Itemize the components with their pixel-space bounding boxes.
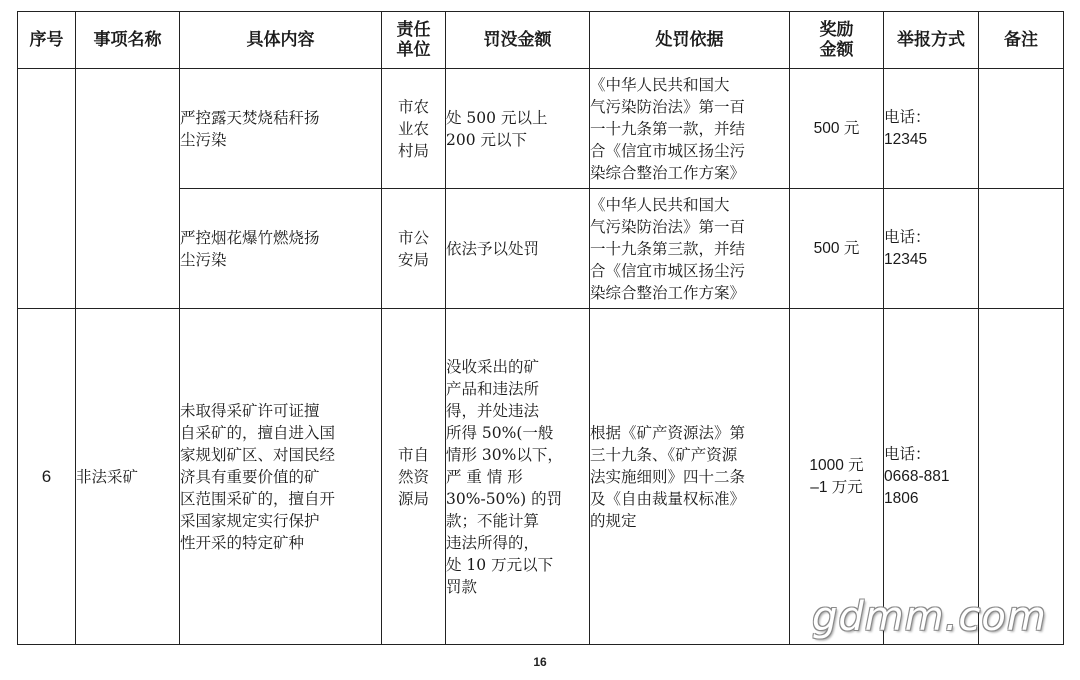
header-report: 举报方式 (884, 12, 979, 69)
header-basis: 处罚依据 (590, 12, 790, 69)
header-unit: 责任 单位 (382, 12, 446, 69)
page-number: 16 (533, 655, 547, 669)
content-cell: 严控烟花爆竹燃烧扬 尘污染 (180, 189, 382, 309)
unit-cell: 市农 业农 村局 (382, 69, 446, 189)
header-seq: 序号 (18, 12, 76, 69)
basis-cell: 《中华人民共和国大 气污染防治法》第一百 一十九条第三款，并结 合《信宜市城区扬尘污 染综合整治工作方案》 (590, 189, 790, 309)
seq-cell: 6 (18, 309, 76, 645)
report-cell: 电话： 12345 (884, 189, 979, 309)
watermark: gdmm.com (812, 594, 1047, 640)
content-cell: 未取得采矿许可证擅 自采矿的，擅自进入国 家规划矿区、对国民经 济具有重要价值的矿 区范围采矿的，擅自开 采国家规定实行保护 性开采的特定矿种 (180, 309, 382, 645)
header-content: 具体内容 (180, 12, 382, 69)
reward-table (17, 11, 1064, 645)
content-cell: 严控露天焚烧秸秆扬 尘污染 (180, 69, 382, 189)
remark-cell (979, 69, 1064, 189)
header-item-name: 事项名称 (76, 12, 180, 69)
basis-cell: 《中华人民共和国大 气污染防治法》第一百 一十九条第一款，并结 合《信宜市城区扬尘污 染综合整治工作方案》 (590, 69, 790, 189)
report-cell: 电话： 12345 (884, 69, 979, 189)
seq-cell-empty (18, 69, 76, 309)
header-row (18, 12, 1064, 69)
award-cell: 1000 元 –1 万元 (790, 309, 884, 645)
unit-cell: 市自 然资 源局 (382, 309, 446, 645)
unit-cell: 市公 安局 (382, 189, 446, 309)
report-cell: 电话： 0668-881 1806 (884, 309, 979, 645)
item-name-cell-empty (76, 69, 180, 309)
table-row (18, 69, 1064, 189)
header-remark: 备注 (979, 12, 1064, 69)
award-cell: 500 元 (790, 69, 884, 189)
basis-cell: 根据《矿产资源法》第 三十九条、《矿产资源 法实施细则》四十二条 及《自由裁量权标准》 的规定 (590, 309, 790, 645)
award-cell: 500 元 (790, 189, 884, 309)
fine-cell: 没收采出的矿 产品和违法所 得，并处违法 所得 50%(一般 情形 30%以下， 严 重 情 形 30%-50%) 的罚 款；不能计算 违法所得的， 处 10 万元以下 罚款 (446, 309, 590, 645)
fine-cell: 处 500 元以上 200 元以下 (446, 69, 590, 189)
header-fine: 罚没金额 (446, 12, 590, 69)
item-name-cell: 非法采矿 (76, 309, 180, 645)
fine-cell: 依法予以处罚 (446, 189, 590, 309)
remark-cell (979, 189, 1064, 309)
header-award: 奖励 金额 (790, 12, 884, 69)
